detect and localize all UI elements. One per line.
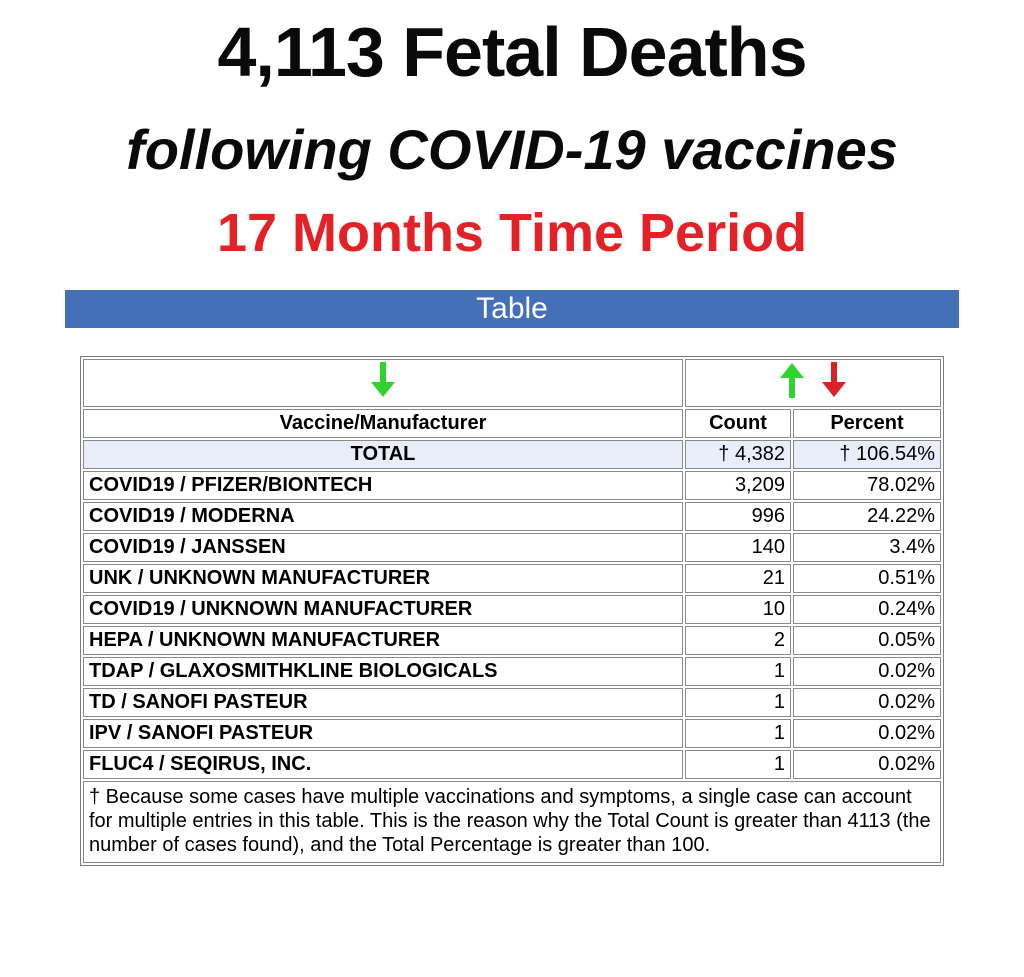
table-section-banner-label: Table xyxy=(476,291,548,325)
percent-cell: 3.4% xyxy=(793,533,941,562)
total-count-cell: † 4,382 xyxy=(685,440,791,469)
vaccine-name-cell: UNK / UNKNOWN MANUFACTURER xyxy=(83,564,683,593)
count-sort-asc-arrow-icon[interactable] xyxy=(779,362,805,398)
count-cell: 21 xyxy=(685,564,791,593)
total-label-cell: TOTAL xyxy=(83,440,683,469)
vaccine-name-cell: TDAP / GLAXOSMITHKLINE BIOLOGICALS xyxy=(83,657,683,686)
table-section-banner xyxy=(65,290,959,328)
vaccine-name-cell: FLUC4 / SEQIRUS, INC. xyxy=(83,750,683,779)
table-row xyxy=(83,595,941,624)
count-cell: 1 xyxy=(685,688,791,717)
table-row xyxy=(83,719,941,748)
vaccine-name-cell: COVID19 / UNKNOWN MANUFACTURER xyxy=(83,595,683,624)
time-period-label: 17 Months Time Period xyxy=(216,202,808,263)
percent-cell: 0.02% xyxy=(793,688,941,717)
vaccine-name-cell: IPV / SANOFI PASTEUR xyxy=(83,719,683,748)
table-row xyxy=(83,502,941,531)
percent-cell: 78.02% xyxy=(793,471,941,500)
count-cell: 1 xyxy=(685,719,791,748)
sort-arrows-row xyxy=(83,359,941,407)
count-cell: 140 xyxy=(685,533,791,562)
vaccine-sort-desc-arrow-icon[interactable] xyxy=(370,362,396,398)
column-header-vaccine: Vaccine/Manufacturer xyxy=(83,409,683,438)
count-cell: 2 xyxy=(685,626,791,655)
total-row xyxy=(83,440,941,469)
vaccine-name-cell: HEPA / UNKNOWN MANUFACTURER xyxy=(83,626,683,655)
count-sort-arrows xyxy=(779,362,847,398)
percent-cell: 0.51% xyxy=(793,564,941,593)
footnote: † Because some cases have multiple vaccinations and symptoms, a single case can account for multiple entries in this table. This is the reason why the Total Count is greater than 4113 (the number of cases found), and the Total Percentage is greater than 100. xyxy=(83,781,941,863)
percent-cell: 0.02% xyxy=(793,657,941,686)
count-cell: 996 xyxy=(685,502,791,531)
count-sort-cell xyxy=(685,359,941,407)
percent-cell: 0.24% xyxy=(793,595,941,624)
report-subtitle: following COVID-19 vaccines xyxy=(126,117,898,181)
count-cell: 1 xyxy=(685,657,791,686)
table-row xyxy=(83,657,941,686)
vaccine-sort-cell xyxy=(83,359,683,407)
vaccine-table xyxy=(80,356,944,866)
column-header-count: Count xyxy=(685,409,791,438)
vaccine-table-container xyxy=(80,356,944,866)
report-headline xyxy=(0,13,1024,263)
table-row xyxy=(83,471,941,500)
table-row xyxy=(83,533,941,562)
column-header-percent: Percent xyxy=(793,409,941,438)
total-percent-cell: † 106.54% xyxy=(793,440,941,469)
count-cell: 10 xyxy=(685,595,791,624)
vaccine-name-cell: COVID19 / PFIZER/BIONTECH xyxy=(83,471,683,500)
vaccine-name-cell: TD / SANOFI PASTEUR xyxy=(83,688,683,717)
percent-cell: 0.02% xyxy=(793,750,941,779)
table-row xyxy=(83,750,941,779)
count-cell: 1 xyxy=(685,750,791,779)
table-row xyxy=(83,688,941,717)
vaccine-name-cell: COVID19 / MODERNA xyxy=(83,502,683,531)
table-row xyxy=(83,564,941,593)
vaccine-name-cell: COVID19 / JANSSEN xyxy=(83,533,683,562)
percent-cell: 24.22% xyxy=(793,502,941,531)
column-header-row xyxy=(83,409,941,438)
count-sort-desc-arrow-icon[interactable] xyxy=(821,362,847,398)
footnote-row xyxy=(83,781,941,863)
report-title: 4,113 Fetal Deaths xyxy=(217,13,807,91)
count-cell: 3,209 xyxy=(685,471,791,500)
percent-cell: 0.05% xyxy=(793,626,941,655)
percent-cell: 0.02% xyxy=(793,719,941,748)
table-row xyxy=(83,626,941,655)
